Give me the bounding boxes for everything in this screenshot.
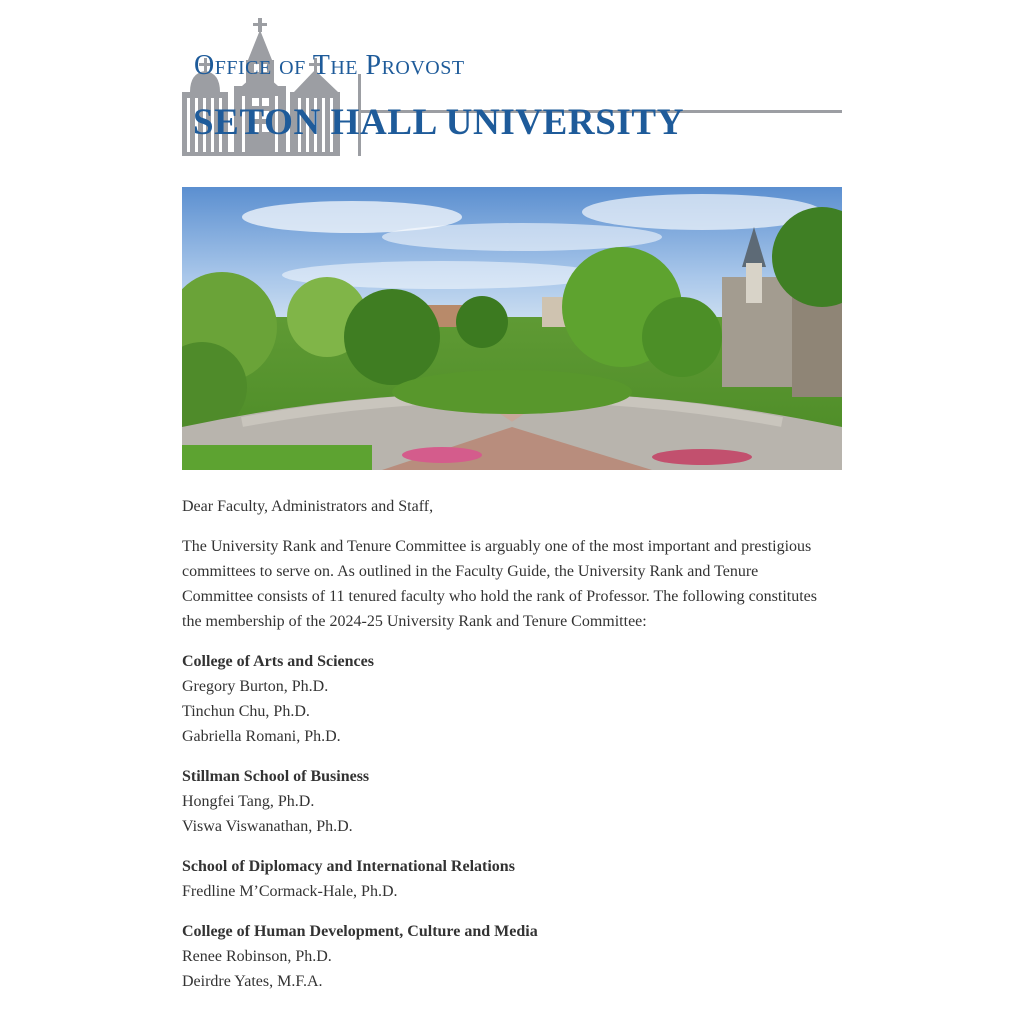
section-title: Stillman School of Business [182, 768, 370, 785]
member-name: Gregory Burton, Ph.D. [182, 678, 329, 695]
member-name: Viswa Viswanathan, Ph.D. [182, 818, 353, 835]
university-name: SETON HALL UNIVERSITY [193, 102, 685, 143]
section-title: College of Human Development, Culture and Media [182, 923, 538, 940]
committee-section [182, 919, 832, 994]
member-name: Deirdre Yates, M.F.A. [182, 973, 323, 990]
salutation: Dear Faculty, Administrators and Staff, [182, 498, 434, 515]
section-title: School of Diplomacy and International Relations [182, 858, 515, 875]
intro-paragraph: The University Rank and Tenure Committee is arguably one of the most important and prestigious committees to serve on. As outlined in the Faculty Guide, the University Rank and Tenure Committee consists of 11 tenured faculty who hold the rank of Professor. The following constitutes the membership of the 2024-25 University Rank and Tenure Committee: [182, 538, 818, 630]
member-name: Renee Robinson, Ph.D. [182, 948, 332, 965]
letter-body [182, 494, 832, 1009]
committee-section [182, 649, 832, 749]
member-name: Hongfei Tang, Ph.D. [182, 793, 315, 810]
campus-photo [182, 187, 842, 470]
member-name: Tinchun Chu, Ph.D. [182, 703, 310, 720]
section-title: College of Arts and Sciences [182, 653, 374, 670]
member-name: Fredline M’Cormack-Hale, Ph.D. [182, 883, 398, 900]
committee-section [182, 764, 832, 839]
member-name: Gabriella Romani, Ph.D. [182, 728, 341, 745]
committee-section [182, 854, 832, 904]
office-label: Office of The Provost [194, 50, 465, 81]
